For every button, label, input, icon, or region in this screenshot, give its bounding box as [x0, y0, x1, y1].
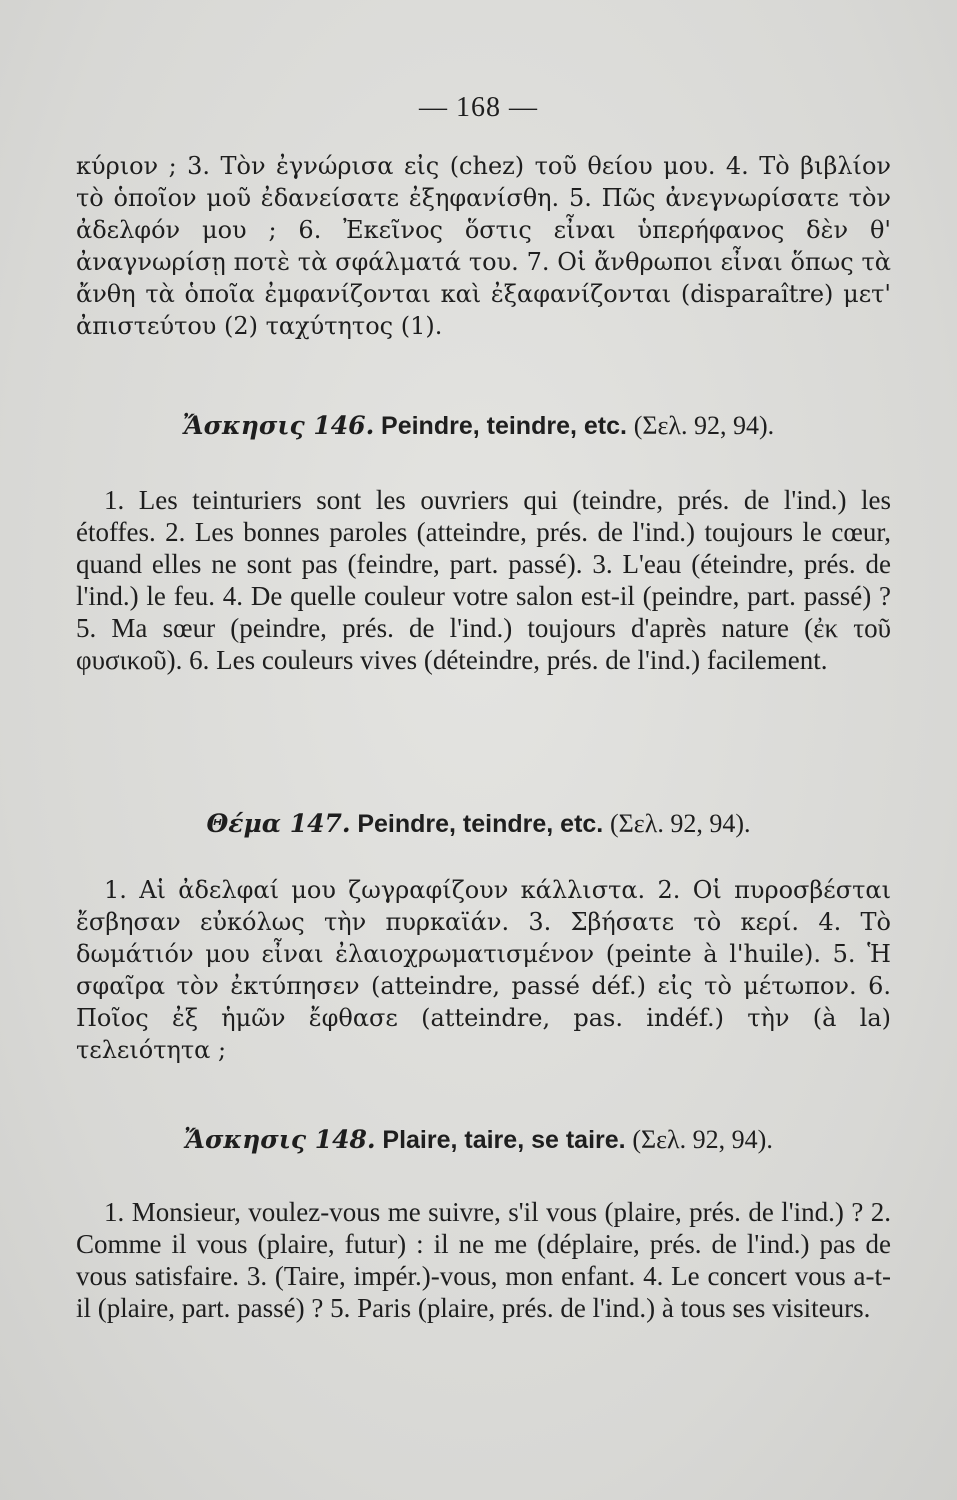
- exercise-148-text: 1. Monsieur, voulez-vous me suivre, s'il vous (plaire, prés. de l'ind.) ? 2. Comme il vous (plaire, futur) : il ne me (déplaire, prés. de l'ind.) pas de vous satisfaire. 3. (Taire, impér.)-vous, mon enfant. 4. Le concert vous a-t-il (plaire, part. passé) ? 5. Paris (plaire, prés. de l'ind.) à tous ses visiteurs.: [76, 1197, 891, 1323]
- page-number: — 168 —: [419, 92, 538, 123]
- section-ref: (Σελ. 92, 94).: [632, 1125, 773, 1154]
- section-heading-148: [0, 1124, 957, 1155]
- section-title: Plaire, taire, se taire.: [382, 1126, 626, 1154]
- section-title: Peindre, teindre, etc.: [381, 412, 627, 440]
- exercise-146-paragraph: [76, 484, 891, 676]
- exercise-146-text: 1. Les teinturiers sont les ouvriers qui (teindre, prés. de l'ind.) les étoffes. 2. Les bonnes paroles (atteindre, prés. de l'ind.) toujours le cœur, quand elles ne sont pas (feindre, part. passé). 3. L'eau (éteindre, prés. de l'ind.) le feu. 4. De quelle couleur votre salon est-il (peindre, part. passé) ? 5. Ma sœur (peindre, prés. de l'ind.) toujours d'après nature (ἐκ τοῦ φυσικοῦ). 6. Les couleurs vives (déteindre, prés. de l'ind.) facilement.: [76, 485, 891, 675]
- section-title: Peindre, teindre, etc.: [357, 810, 604, 838]
- exercise-148-paragraph: [76, 1196, 891, 1324]
- intro-greek-text: κύριον ; 3. Τὸν ἐγνώρισα εἰς (chez) τοῦ θείου μου. 4. Τὸ βιβλίον τὸ ὁποῖον μοῦ ἐδανείσατε ἐξηφανίσθη. 5. Πῶς ἀνεγνωρίσατε τὸν ἀδελφόν μου ; 6. Ἐκεῖνος ὅστις εἶναι ὑπερήφανος δὲν θ' ἀναγνωρίσῃ ποτὲ τὰ σφάλματά του. 7. Οἱ ἄνθρωποι εἶναι ὅπως τὰ ἄνθη τὰ ὁποῖα ἐμφανίζονται καὶ ἐξαφανίζονται (disparaître) μετ' ἀπιστεύτου (2) ταχύτητος (1).: [76, 152, 891, 340]
- section-heading-147: [0, 808, 957, 839]
- section-label: Ἄσκησις 148.: [184, 1125, 376, 1154]
- theme-147-paragraph: [76, 874, 891, 1066]
- section-ref: (Σελ. 92, 94).: [610, 809, 751, 838]
- section-label: Ἄσκησις 146.: [182, 411, 375, 440]
- section-ref: (Σελ. 92, 94).: [633, 411, 775, 440]
- intro-greek-paragraph: [76, 150, 891, 342]
- section-label: Θέμα 147.: [206, 809, 351, 838]
- theme-147-text: 1. Αἱ ἀδελφαί μου ζωγραφίζουν κάλλιστα. 2. Οἱ πυροσβέσται ἔσβησαν εὐκόλως τὴν πυρκαϊάν. 3. Σβήσατε τὸ κερί. 4. Τὸ δωμάτιόν μου εἶναι ἐλαιοχρωματισμένον (peinte à l'huile). 5. Ἡ σφαῖρα τὸν ἐκτύπησεν (atteindre, passé déf.) εἰς τὸ μέτωπον. 6. Ποῖος ἐξ ἡμῶν ἔφθασε (atteindre, pas. indéf.) τὴν (à la) τελειότητα ;: [76, 876, 891, 1064]
- section-heading-146: [0, 410, 957, 441]
